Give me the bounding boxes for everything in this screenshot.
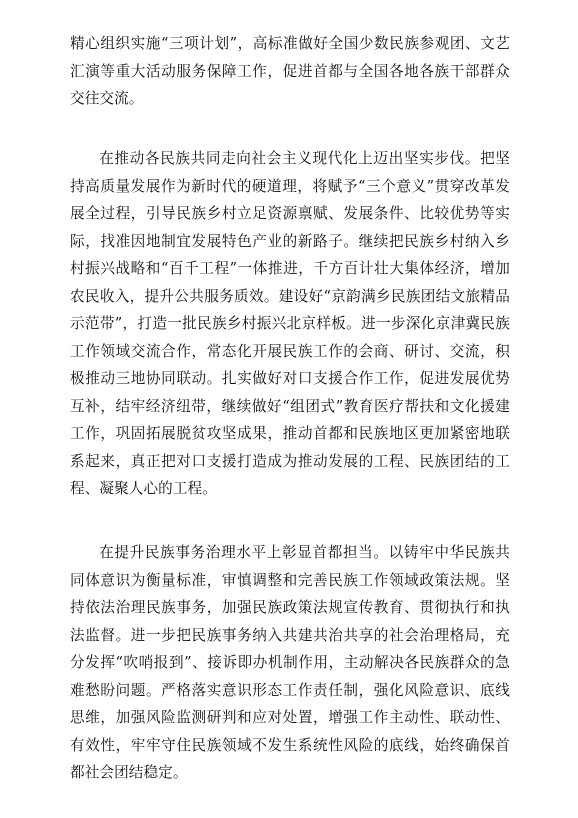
paragraph-governance: 在提升民族事务治理水平上彰显首都担当。以铸牢中华民族共同体意识为衡量标准，审慎调整和完善民族工作领域政策法规。坚持依法治理民族事务，加强民族政策法规宣传教育、贯彻执行和执法监督。进一步把民族事务纳入共建共治共享的社会治理格局，充分发挥“吹哨报到”、接诉即办机制作用，主动解决各民族群众的急难愁盼问题。严格落实意识形态工作责任制，强化风险意识、底线思维，加强风险监测研判和应对处置，增强工作主动性、联动性、有效性，牢牢守住民族领域不发生系统性风险的底线，始终确保首都社会团结稳定。: [70, 544, 510, 781]
paragraph-development: 在推动各民族共同走向社会主义现代化上迈出坚实步伐。把坚持高质量发展作为新时代的硬道理，将赋予“三个意义”贯穿改革发展全过程，引导民族乡村立足资源禀赋、发展条件、比较优势等实际，找准因地制宜发展特色产业的新路子。继续把民族乡村纳入乡村振兴战略和“百千工程”一体推进，千方百计壮大集体经济，增加农民收入，提升公共服务质效。建设好“京韵满乡民族团结文旅精品示范带”，打造一批民族乡村振兴北京样板。进一步深化京津冀民族工作领域交流合作，常态化开展民族工作的会商、研讨、交流，积极推动三地协同联动。扎实做好对口支援合作工作，促进发展优势互补，结牢经济纽带，继续做好“组团式”教育医疗帮扶和文化援建工作，巩固拓展脱贫攻坚成果，推动首都和民族地区更加紧密地联系起来，真正把对口支援打造成为推动发展的工程、民族团结的工程、凝聚人心的工程。: [70, 150, 510, 497]
paragraph-continuation: 精心组织实施“三项计划”，高标准做好全国少数民族参观团、文艺汇演等重大活动服务保障工作，促进首都与全国各地各族干部群众交往交流。: [70, 35, 510, 107]
